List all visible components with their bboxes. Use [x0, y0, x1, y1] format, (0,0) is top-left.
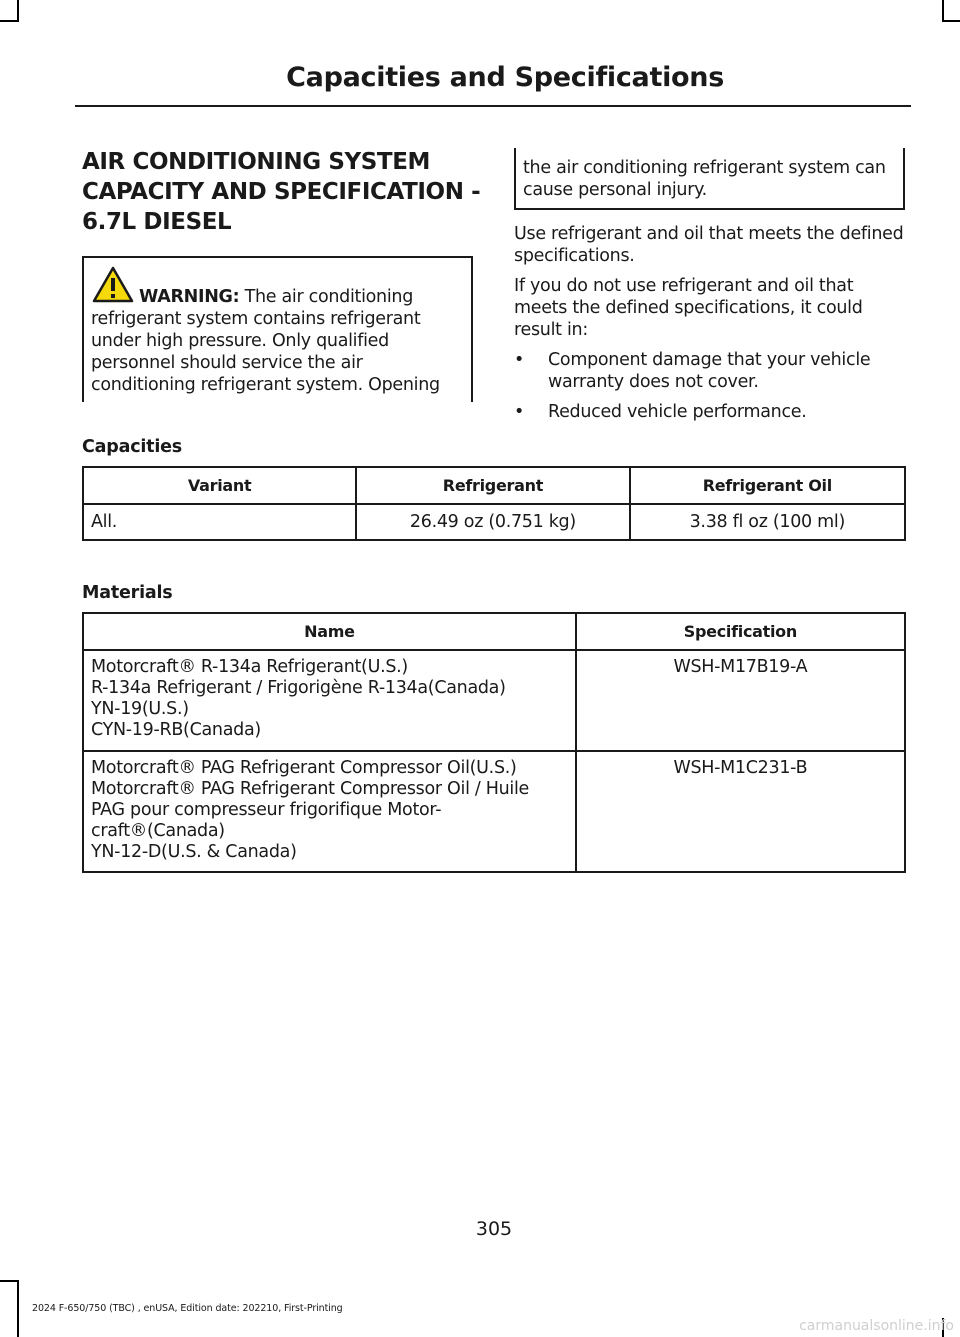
- table-cell: [83, 650, 576, 751]
- page-header-title: Capacities and Specifications: [286, 62, 724, 93]
- warning-text-part2: the air conditioning refrigerant system can cause personal injury.: [523, 158, 886, 200]
- watermark: carmanualsonline.info: [799, 1318, 954, 1334]
- table-header-row: [83, 467, 905, 504]
- list-item: • Reduced vehicle performance.: [514, 401, 910, 423]
- column-header: Variant: [83, 467, 356, 504]
- material-name-line: YN-19(U.S.): [91, 699, 189, 719]
- header-divider: [75, 105, 911, 107]
- warning-label: WARNING:: [139, 287, 240, 307]
- table-cell: All.: [83, 504, 356, 540]
- table-cell: WSH-M1C231-B: [576, 751, 905, 872]
- edition-footer: 2024 F-650/750 (TBC) , enUSA, Edition date: 202210, First-Printing: [32, 1303, 343, 1314]
- material-name-line: R-134a Refrigerant / Frigorigène R-134a(Canada): [91, 678, 506, 698]
- page-number: 305: [475, 1218, 513, 1240]
- body-paragraph: If you do not use refrigerant and oil that meets the defined specifications, it could result in:: [514, 276, 863, 340]
- crop-mark: [0, 1280, 19, 1282]
- body-paragraph: Use refrigerant and oil that meets the defined specifications.: [514, 224, 904, 266]
- warning-box: [82, 256, 473, 402]
- crop-mark: [942, 20, 960, 22]
- table-cell: 3.38 fl oz (100 ml): [630, 504, 905, 540]
- warning-text: [91, 286, 465, 396]
- crop-mark: [17, 1280, 19, 1337]
- list-item: • Component damage that your vehicle warranty does not cover.: [514, 349, 910, 393]
- material-name-line: CYN-19-RB(Canada): [91, 720, 261, 740]
- capacities-heading: Capacities: [82, 437, 183, 457]
- materials-table: [82, 612, 906, 873]
- table-cell: [83, 751, 576, 872]
- warning-icon: [92, 266, 134, 304]
- material-name-line: YN-12-D(U.S. & Canada): [91, 842, 297, 862]
- table-row: [83, 751, 905, 872]
- warning-box-continued: [514, 148, 905, 210]
- table-cell: 26.49 oz (0.751 kg): [356, 504, 629, 540]
- table-row: [83, 504, 905, 540]
- crop-mark: [17, 0, 19, 20]
- body-text-column: [514, 223, 910, 431]
- material-name-line: Motorcraft® PAG Refrigerant Compressor Oil(U.S.): [91, 758, 517, 778]
- table-cell: WSH-M17B19-A: [576, 650, 905, 751]
- consequence-list: [514, 349, 910, 423]
- table-row: [83, 650, 905, 751]
- crop-mark: [0, 20, 19, 22]
- table-header-row: [83, 613, 905, 650]
- column-header: Name: [83, 613, 576, 650]
- material-name-line: PAG pour compresseur frigorifique Motor-: [91, 800, 442, 820]
- column-header: Specification: [576, 613, 905, 650]
- crop-mark: [942, 0, 944, 20]
- capacities-table: [82, 466, 906, 541]
- column-header: Refrigerant: [356, 467, 629, 504]
- warning-text-part1: The air conditioning refrigerant system contains refrigerant under high pressure. Only qualified personnel should service the air conditioning refrigerant system. Opening: [91, 287, 440, 395]
- materials-heading: Materials: [82, 583, 173, 603]
- material-name-line: Motorcraft® PAG Refrigerant Compressor Oil / Huile: [91, 779, 530, 799]
- material-name-line: craft®(Canada): [91, 821, 225, 841]
- column-header: Refrigerant Oil: [630, 467, 905, 504]
- material-name-line: Motorcraft® R-134a Refrigerant(U.S.): [91, 657, 408, 677]
- section-heading: AIR CONDITIONING SYSTEM CAPACITY AND SPECIFICATION - 6.7L DIESEL: [82, 149, 481, 235]
